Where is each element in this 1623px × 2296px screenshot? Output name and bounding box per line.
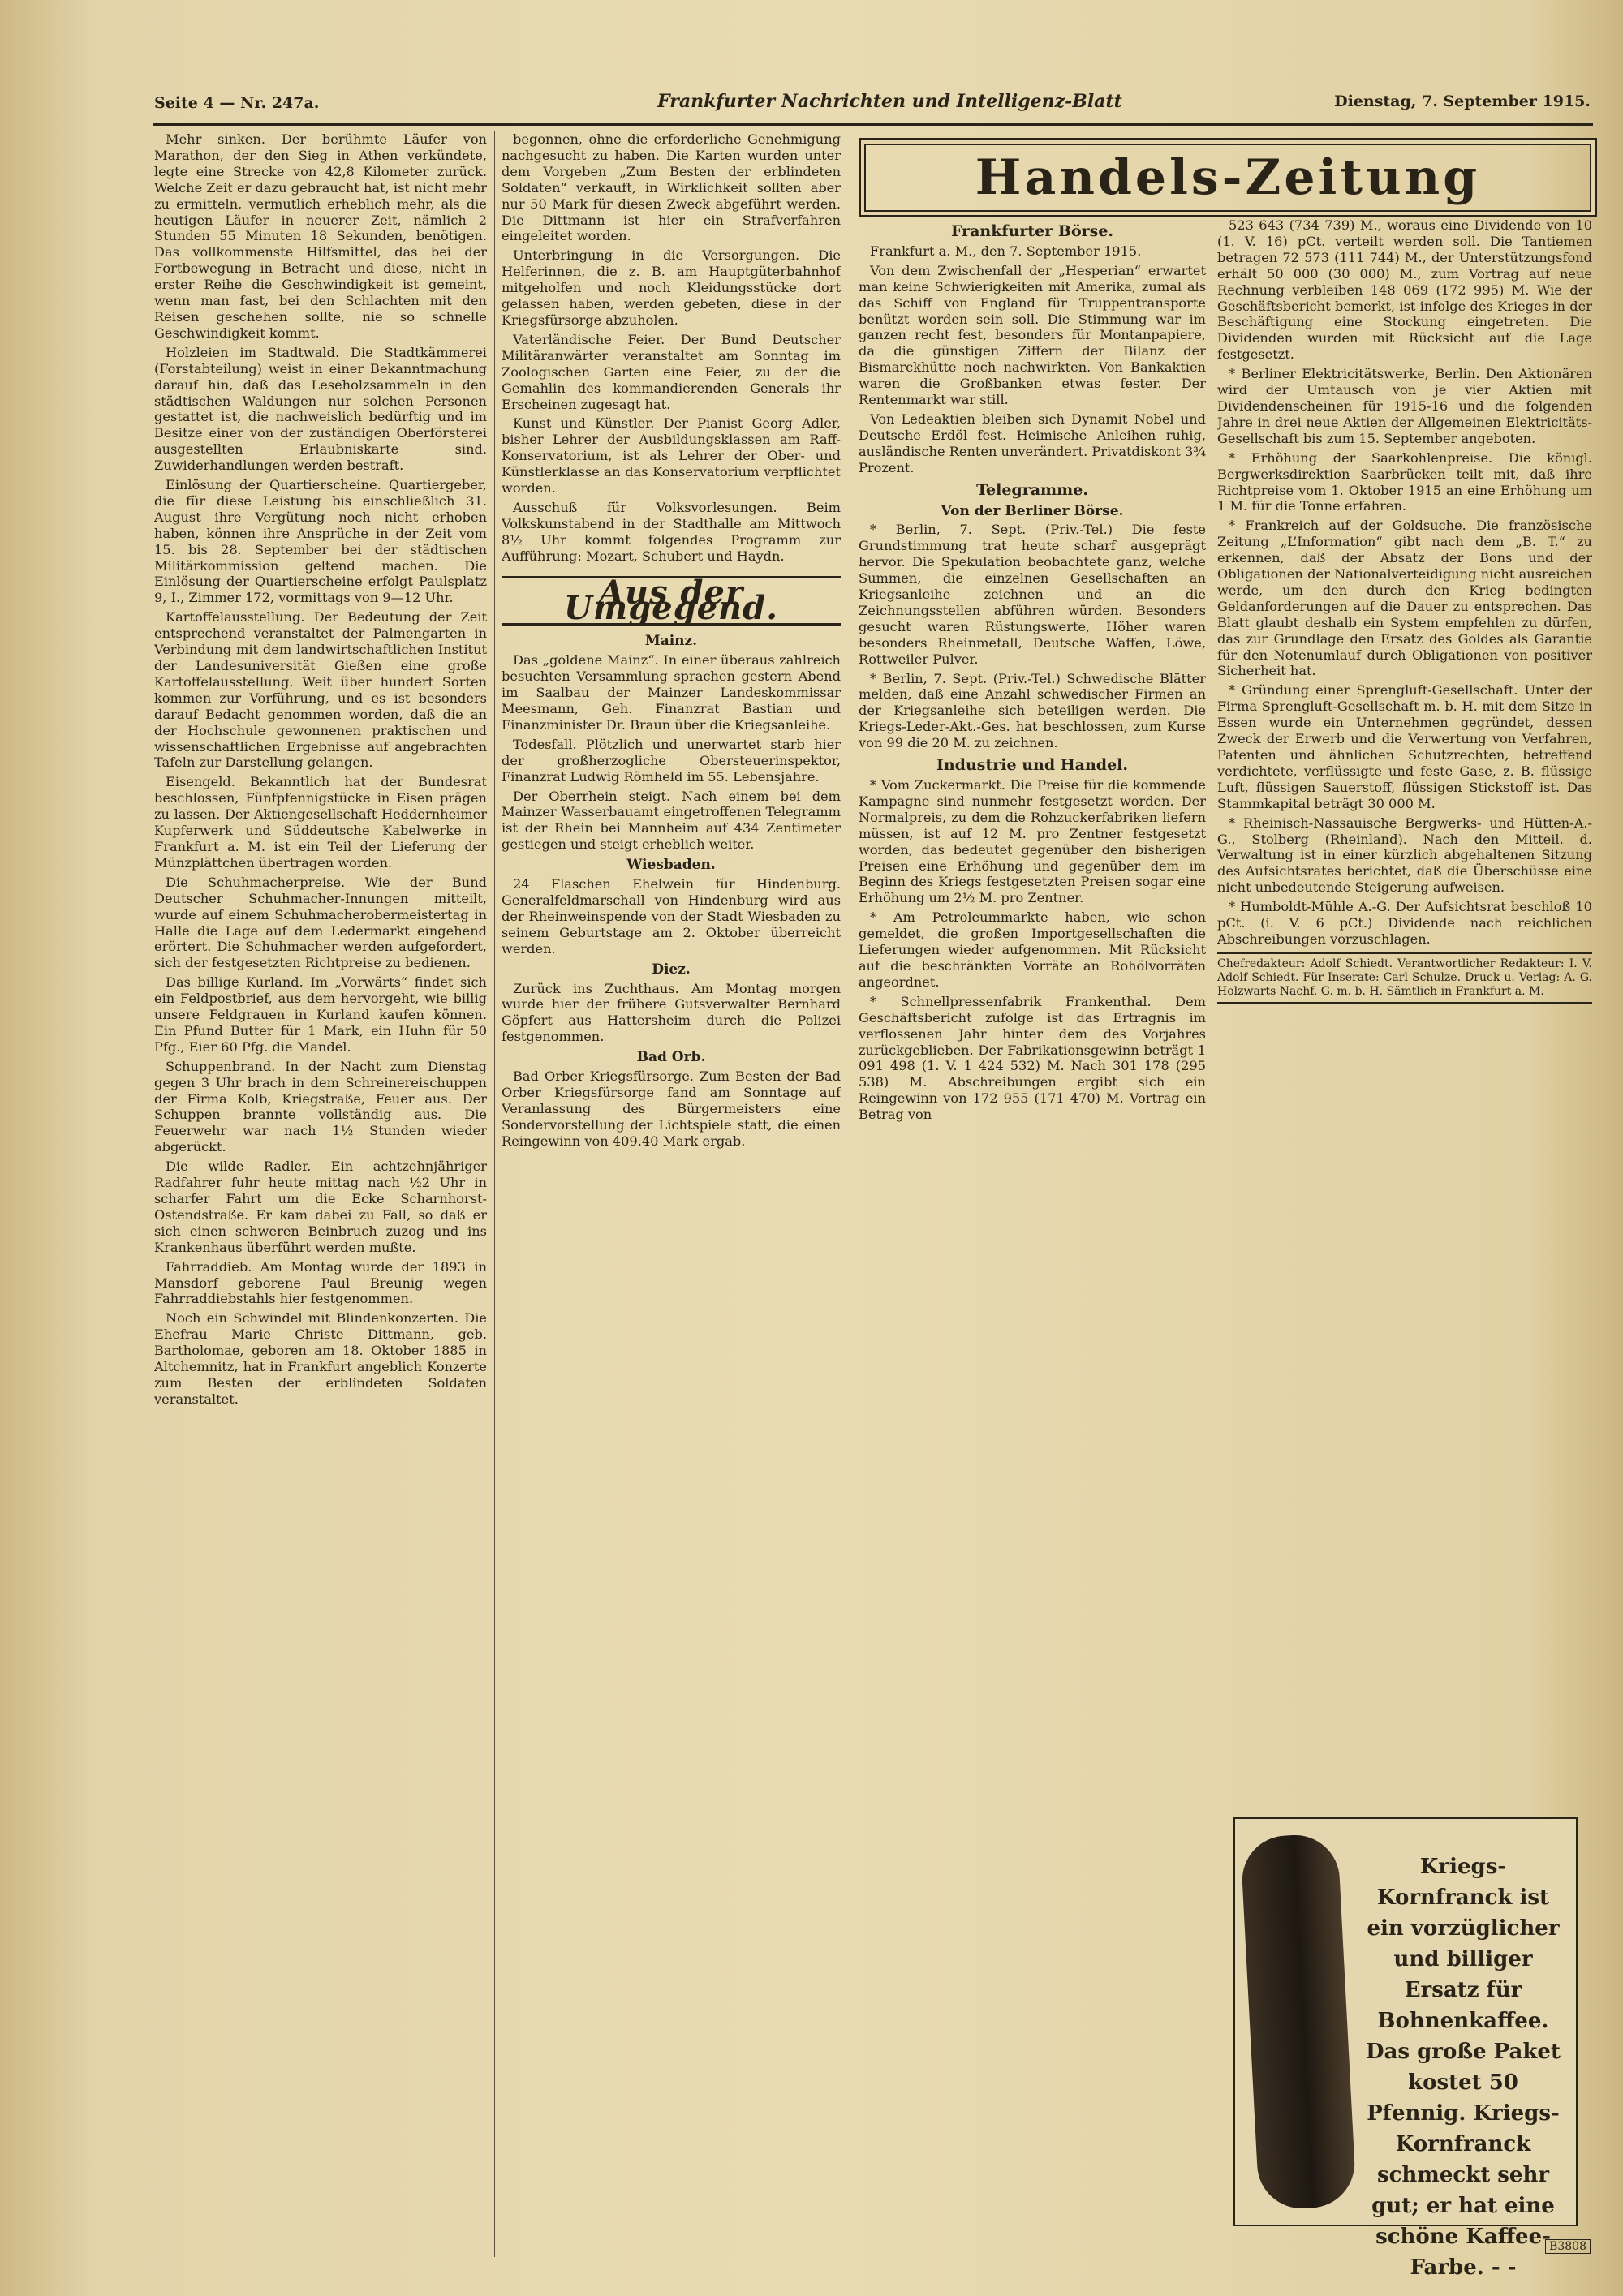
- article-text: Mehr sinken. Der berühmte Läufer von Marathon, der den Sieg in Athen verkündete, legte eine Strecke von 42,8 Kilometer zurück. Welche Zeit er dazu gebraucht hat, ist nicht mehr zu ermitteln, vermutlich erheblich mehr, als die heutigen Läufer in neuerer Zeit, nämlich 2 Stunden 55 Minuten 18 Sekunden, benötigen. Das vollkommenste Hilfsmittel, das bei der Fortbewegung in Betracht und diese, nicht in erster Reihe die Geschwindigkeit ist gemeint, wenn man fast, bei den Schlachten mit den Reisen geschehen sollte, nie so schnelle Geschwindigkeit kommt.: [154, 131, 487, 341]
- article-text: Von dem Zwischenfall der „Hesperian“ erwartet man keine Schwierigkeiten mit Amerika, zumal als das Schiff von England für Truppentransporte benützt worden sein soll. Die Stimmung war im ganzen recht fest, besonders für Montanpapiere, da die günstigen Ziffern der Bilanz der Bismarckhütte noch nachwirkten. Von Bankaktien waren die Großbanken etwas fester. Der Rentenmarkt war still.: [859, 262, 1206, 408]
- article-text: Vaterländische Feier. Der Bund Deutscher Militäranwärter veranstaltet am Sonntag im Zoologischen Garten eine Feier, zu der die Gemahlin des kommandierenden Generals ihr Erscheinen zugesagt hat.: [502, 331, 841, 412]
- subheading-wiesbaden: Wiesbaden.: [626, 857, 716, 874]
- article-text: Die Schuhmacherpreise. Wie der Bund Deutscher Schuhmacher-Innungen mitteilt, wurde auf einem Schuhmacherobermeistertag in Halle die Lage auf dem Ledermarkt eingehend erörtert. Die Schuhmacher werden aufgefordert, sich der festgesetzten Richtpreise zu bedienen.: [154, 874, 487, 971]
- archive-stamp: B3808: [1545, 2239, 1591, 2254]
- article-text: Holzleien im Stadtwald. Die Stadtkämmerei (Forstabteilung) weist in einer Bekanntmachung darauf hin, daß das Leseholzsammeln in den städtischen Waldungen nur solchen Personen gestattet ist, die nachweislich bedürftig und im Besitze einer von der zuständigen Oberförsterei ausgestellten Erlaubniskarte sind. Zuwiderhandlungen werden bestraft.: [154, 344, 487, 474]
- column-3: [859, 217, 1206, 2265]
- article-text: Zurück ins Zuchthaus. Am Montag morgen wurde hier der frühere Gutsverwalter Bernhard Göpfert aus Hattersheim durch die Polizei festgenommen.: [502, 980, 841, 1045]
- article-text: Noch ein Schwindel mit Blindenkonzerten. Die Ehefrau Marie Christe Dittmann, geb. Bartholomae, geboren am 18. Oktober 1885 in Altchemnitz, hat in Frankfurt angeblich Konzerte zum Besten der erblindeten Soldaten veranstaltet.: [154, 1310, 487, 1407]
- heading-industrie: Industrie und Handel.: [936, 756, 1128, 775]
- article-text: Kunst und Künstler. Der Pianist Georg Adler, bisher Lehrer der Ausbildungsklassen am Raff-Konservatorium, ist als Lehrer der Ober- und Künstlerklasse an das Konservatorium verpflichtet worden.: [502, 415, 841, 497]
- issue-date: Dienstag, 7. September 1915.: [1334, 92, 1591, 110]
- section-title-umgegend: Aus der Umgegend.: [502, 576, 841, 626]
- masthead: Frankfurter Nachrichten und Intelligenz-Blatt: [657, 91, 1122, 112]
- article-text: Todesfall. Plötzlich und unerwartet starb hier der großherzogliche Obersteuerinspektor, Finanzrat Ludwig Römheld im 55. Lebensjahre.: [502, 736, 841, 785]
- imprint: Chefredakteur: Adolf Schiedt. Verantwortlicher Redakteur: I. V. Adolf Schiedt. Für Inserate: Carl Schulze. Druck u. Verlag: A. G. Holzwarts Nachf. G. m. b. H. Sämtlich in Frankfurt a. M.: [1217, 952, 1592, 1004]
- article-text: Ausschuß für Volksvorlesungen. Beim Volkskunstabend in der Stadthalle am Mittwoch 8½ Uhr kommt folgendes Programm zur Aufführung: Mozart, Schubert und Haydn.: [502, 499, 841, 564]
- column-divider: [494, 131, 495, 2257]
- article-text: 523 643 (734 739) M., woraus eine Dividende von 10 (1. V. 16) pCt. verteilt werden soll. Die Tantiemen betragen 72 573 (111 744) M., der Unterstützungsfond erhält 50 000 (30 000) M., zum Vortrag auf neue Rechnung verbleiben 148 069 (172 995) M. Wie der Geschäftsbericht bemerkt, ist infolge des Krieges in der Beschäftigung eine Stockung eingetreten. Die Dividenden wurden mit Rücksicht auf die Lage festgesetzt.: [1217, 217, 1592, 363]
- article-text: Bad Orber Kriegsfürsorge. Zum Besten der Bad Orber Kriegsfürsorge fand am Sonntage auf Veranlassung des Bürgermeisters eine Sondervorstellung der Lichtspiele statt, die einen Reingewinn von 409.40 Mark ergab.: [502, 1068, 841, 1149]
- subheading-bad-orb: Bad Orb.: [636, 1049, 706, 1066]
- article-text: * Berlin, 7. Sept. (Priv.-Tel.) Schwedische Blätter melden, daß eine Anzahl schwedischer Firmen an der Kriegsanleihe sich beteiligen werden. Die Kriegs-Leder-Akt.-Ges. hat beschlossen, zum Kurse von 99 die 20 M. zu zeichnen.: [859, 670, 1206, 751]
- subheading-diez: Diez.: [652, 961, 691, 978]
- column-2: [502, 131, 841, 2265]
- handels-zeitung-banner: Handels-Zeitung: [859, 138, 1597, 217]
- subheading-berliner-boerse: Von der Berliner Börse.: [941, 502, 1124, 519]
- page-header: [154, 88, 1591, 120]
- article-text: Kartoffelausstellung. Der Bedeutung der Zeit entsprechend veranstaltet der Palmengarten in Verbindung mit dem landwirtschaftlichen Institut der Landesuniversität Gießen eine große Kartoffelausstellung. Weit über hundert Sorten kommen zur Vorführung, und es ist besonders darauf Bedacht genommen worden, daß die an der Hochschule gewonnenen praktischen und wissenschaftlichen Ergebnisse auf angebrachten Tafeln zur Darstellung gelangen.: [154, 609, 487, 771]
- article-text: Der Oberrhein steigt. Nach einem bei dem Mainzer Wasserbauamt eingetroffenen Telegramm ist der Rhein bei Mannheim auf 434 Zentimeter gestiegen und steigt erheblich weiter.: [502, 788, 841, 853]
- article-text: Die wilde Radler. Ein achtzehnjähriger Radfahrer fuhr heute mittag nach ½2 Uhr in scharfer Fahrt um die Ecke Scharnhorst-Ostendstraße. Er kam dabei zu Fall, so daß er sich einen schweren Beinbruch zuzog und ins Krankenhaus überführt werden mußte.: [154, 1159, 487, 1255]
- article-text: Schuppenbrand. In der Nacht zum Dienstag gegen 3 Uhr brach in dem Schreinereischuppen der Firma Kolb, Kriegstraße, Feuer aus. Der Schuppen brannte vollständig aus. Die Feuerwehr war nach 1½ Stunden wieder abgerückt.: [154, 1058, 487, 1155]
- coffee-bean-icon: [1240, 1833, 1357, 2211]
- heading-boerse: Frankfurter Börse.: [950, 222, 1114, 240]
- article-text: Das „goldene Mainz“. In einer überaus zahlreich besuchten Versammlung sprachen gestern Abend im Saalbau der Mainzer Landeskommissar Meesmann, Geh. Finanzrat Bastian und Finanzminister Dr. Braun über die Kriegsanleihe.: [502, 652, 841, 733]
- article-text: Von Ledeaktien bleiben sich Dynamit Nobel und Deutsche Erdöl fest. Heimische Anleihen ruhig, ausländische Renten unverändert. Privatdiskont 3¾ Prozent.: [859, 411, 1206, 475]
- article-text: * Gründung einer Sprengluft-Gesellschaft. Unter der Firma Sprengluft-Gesellschaft m. b. H. mit dem Sitze in Essen wurde ein Unternehmen gegründet, dessen Zweck der Erwerb und die Verwertung von Verfahren, Patenten und ähnlichen Schutzrechten, betreffend verdichtete, verflüssigte und feste Gase, z. B. flüssige Luft, flüssigen Sauerstoff, flüssigen Stickstoff ist. Das Stammkapital beträgt 30 000 M.: [1217, 682, 1592, 811]
- article-text: * Am Petroleummarkte haben, wie schon gemeldet, die großen Importgesellschaften die Lieferungen wieder aufgenommen. Mit Rücksicht auf die beschränkten Vorräte an Rohölvorräten angeordnet.: [859, 909, 1206, 990]
- page-number: Seite 4 — Nr. 247a.: [154, 94, 320, 112]
- article-text: * Humboldt-Mühle A.-G. Der Aufsichtsrat beschloß 10 pCt. (i. V. 6 pCt.) Dividende nach reichlichen Abschreibungen vorzuschlagen.: [1217, 899, 1592, 947]
- article-text: * Frankreich auf der Goldsuche. Die französische Zeitung „L’Information“ gibt nach dem „B. T.“ zu erkennen, daß der Absatz der Bons und der Obligationen der Nationalverteidigung nicht ausreichen werde, um den durch den Krieg bedingten Geldanforderungen auf die Dauer zu entsprechen. Das Blatt glaubt deshalb ein System empfehlen zu dürfen, das zur Grundlage den Ersatz des Goldes als Garantie für den Notenumlauf durch Obligationen von positiver Sicherheit hat.: [1217, 518, 1592, 679]
- heading-telegramme: Telegramme.: [976, 480, 1088, 499]
- article-text: Unterbringung in die Versorgungen. Die Helferinnen, die z. B. am Hauptgüterbahnhof mitgeholfen und noch Kleidungsstücke dort gelassen haben, werden gebeten, diese in der Kriegsfürsorge abzuholen.: [502, 247, 841, 328]
- header-rule: [153, 123, 1593, 126]
- article-text: Eisengeld. Bekanntlich hat der Bundesrat beschlossen, Fünfpfennigstücke in Eisen prägen zu lassen. Der Aktiengesellschaft Heddernheimer Kupferwerk und Süddeutsche Kabelwerke in Frankfurt a. M. ist ein Teil der Lieferung der Münzplättchen übertragen worden.: [154, 774, 487, 871]
- article-text: begonnen, ohne die erforderliche Genehmigung nachgesucht zu haben. Die Karten wurden unter dem Vorgeben „Zum Besten der erblindeten Soldaten“ verkauft, in Wirklichkeit sollten aber nur 50 Mark für diesen Zweck abgeführt werden. Die Dittmann ist hier ein Strafverfahren eingeleitet worden.: [502, 131, 841, 244]
- ad-text: Kriegs-Kornfranck ist ein vorzüglicher und billiger Ersatz für Bohnenkaffee. Das große Paket kostet 50 Pfennig. Kriegs-Kornfranck schmeckt sehr gut; er hat eine schöne Kaffee-Farbe. - -: [1366, 1855, 1561, 2280]
- article-text: * Vom Zuckermarkt. Die Preise für die kommende Kampagne sind nunmehr festgesetzt worden. Der Normalpreis, zu dem die Rohzuckerfabriken liefern müssen, ist auf 12 M. pro Zentner festgesetzt worden, das bedeutet gegenüber den bisherigen Preisen eine Erhöhung und gegenüber dem im Beginn des Kriegs festgesetzten Preisen sogar eine Erhöhung um 2½ M. pro Zentner.: [859, 777, 1206, 906]
- article-text: * Berlin, 7. Sept. (Priv.-Tel.) Die feste Grundstimmung trat heute scharf ausgeprägt hervor. Die Spekulation beobachtete ganz, welche Summen, die einzelnen Gesellschaften an Kriegsanleihe zeichnen und an die Zeichnungsstellen abführen würden. Besonders gesucht waren Rüstungswerte, Höher waren besonders Rheinmetall, Deutsche Waffen, Löwe, Rottweiler Pulver.: [859, 522, 1206, 667]
- article-text: Das billige Kurland. Im „Vorwärts“ findet sich ein Feldpostbrief, aus dem hervorgeht, wie billig unsere Feldgrauen in Kurland kaufen können. Ein Pfund Butter für 1 Mark, ein Huhn für 50 Pfg., Eier 60 Pfg. die Mandel.: [154, 974, 487, 1055]
- article-text: Einlösung der Quartierscheine. Quartiergeber, die für diese Leistung bis einschließlich 31. August ihre Vergütung noch nicht erhoben haben, können ihre Ansprüche in der Zeit vom 15. bis 28. September bei der städtischen Militärkommission geltend machen. Die Einlösung der Quartierscheine erfolgt Paulsplatz 9, I., Zimmer 172, vormittags von 9—12 Uhr.: [154, 477, 487, 606]
- subheading-mainz: Mainz.: [644, 633, 698, 650]
- dateline: Frankfurt a. M., den 7. September 1915.: [870, 243, 1142, 259]
- article-text: * Erhöhung der Saarkohlenpreise. Die königl. Bergwerksdirektion Saarbrücken teilt mit, daß ihre Richtpreise vom 1. Oktober 1915 an eine Erhöhung um 1 M. für die Tonne erfahren.: [1217, 449, 1592, 514]
- column-1: [154, 131, 487, 2265]
- article-text: * Berliner Elektricitätswerke, Berlin. Den Aktionären wird der Umtausch von je vier Aktien mit Dividendenscheinen für 1915-16 und die folgenden Jahre in drei neue Aktien der Allgemeinen Elektricitäts-Gesellschaft bis zum 15. September angeboten.: [1217, 366, 1592, 446]
- article-text: * Schnellpressenfabrik Frankenthal. Dem Geschäftsbericht zufolge ist das Ertragnis im verflossenen Jahr hinter dem des Vorjahres zurückgeblieben. Der Fabrikationsgewinn beträgt 1 091 498 (1. V. 1 424 532) M. Nach 301 178 (295 538) M. Abschreibungen ergibt sich ein Reingewinn von 172 955 (171 470) M. Vortrag ein Betrag von: [859, 993, 1206, 1123]
- article-text: * Rheinisch-Nassauische Bergwerks- und Hütten-A.-G., Stolberg (Rheinland). Nach den Mitteil. d. Verwaltung ist in einer kürzlich abgehaltenen Sitzung des Aufsichtsrates berichtet, daß die Überschüsse eine nicht unbedeutende Steigerung aufweisen.: [1217, 815, 1592, 896]
- article-text: Fahrraddieb. Am Montag wurde der 1893 in Mansdorf geborene Paul Breunig wegen Fahrraddiebstahls hier festgenommen.: [154, 1258, 487, 1307]
- article-text: 24 Flaschen Ehelwein für Hindenburg. Generalfeldmarschall von Hindenburg wird aus der Rheinweinspende von der Stadt Wiesbaden zu seinem Geburtstage am 2. Oktober überreicht werden.: [502, 876, 841, 957]
